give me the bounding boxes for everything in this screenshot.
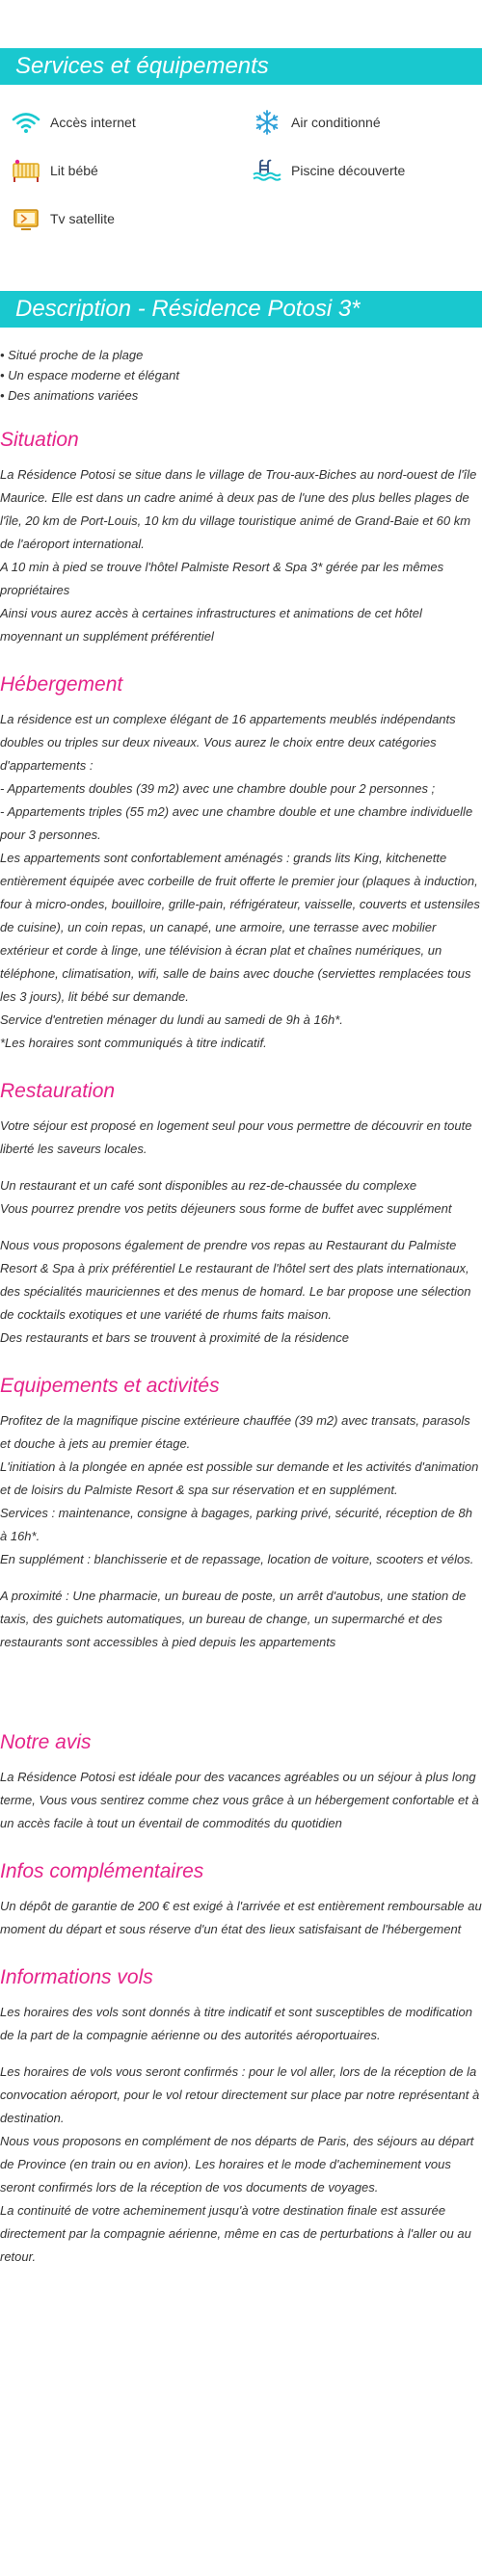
- section-paragraph: *Les horaires sont communiqués à titre indicatif.: [0, 1036, 267, 1050]
- section-paragraph: La résidence est un complexe élégant de 16 appartements meublés indépendants doubles ou triples sur deux niveaux. Vous aurez le choix entre deux catégories d'appartements :: [0, 712, 456, 773]
- service-label: Piscine découverte: [291, 163, 406, 178]
- service-item-tv: [0, 205, 241, 232]
- section-situation: [0, 427, 482, 648]
- service-item-crib: [0, 157, 241, 184]
- section-paragraph: Votre séjour est proposé en logement seul pour vous permettre de découvrir en toute liberté les saveurs locales.: [0, 1118, 472, 1156]
- service-item-aircon: [241, 109, 482, 136]
- services-row: [0, 146, 482, 195]
- section-paragraph: Profitez de la magnifique piscine extérieure chauffée (39 m2) avec transats, parasols et douche à jets au premier étage.: [0, 1413, 470, 1451]
- section-body: [0, 1409, 482, 1654]
- section-notre-avis: [0, 1729, 482, 1835]
- section-paragraph: Les horaires des vols sont donnés à titre indicatif et sont susceptibles de modification de la part de la compagnie aérienne ou des autorités aéroportuaires.: [0, 2005, 472, 2042]
- section-body: [0, 1895, 482, 1941]
- section-paragraph: - Appartements doubles (39 m2) avec une chambre double pour 2 personnes ;: [0, 781, 436, 796]
- section-paragraph: Des restaurants et bars se trouvent à proximité de la résidence: [0, 1330, 350, 1345]
- section-paragraph: A proximité : Une pharmacie, un bureau de poste, un arrêt d'autobus, une station de taxis, des guichets automatiques, un bureau de change, un supermarché et des restaurants sont accessibles à pied depuis les appartements: [0, 1589, 467, 1649]
- section-paragraph: A 10 min à pied se trouve l'hôtel Palmiste Resort & Spa 3* gérée par les mêmes propriétaires: [0, 560, 444, 597]
- section-paragraph: Nous vous proposons en complément de nos départs de Paris, des séjours au départ de Province (en train ou en avion). Les horaires et le mode d'acheminement vous seront confirmés lors de la réception de vos documents de voyages.: [0, 2134, 474, 2195]
- section-paragraph: Un restaurant et un café sont disponibles au rez-de-chaussée du complexe: [0, 1178, 417, 1193]
- section-title: Equipements et activités: [0, 1375, 220, 1397]
- service-item-internet: [0, 109, 241, 136]
- section-paragraph: La continuité de votre acheminement jusqu'à votre destination finale est assurée directement par la compagnie aérienne, même en cas de perturbations à l'aller ou au retour.: [0, 2203, 471, 2264]
- crib-icon: [10, 157, 42, 184]
- section-paragraph: La Résidence Potosi est idéale pour des vacances agréables ou un séjour à plus long terme, Vous vous sentirez comme chez vous grâce à un hébergement confortable et à un accès facile à tout un éventail de commodités du quotidien: [0, 1770, 479, 1830]
- service-label: Air conditionné: [291, 115, 381, 130]
- section-hébergement: [0, 671, 482, 1055]
- sections: [0, 427, 482, 2269]
- section-body: [0, 1766, 482, 1835]
- section-restauration: [0, 1078, 482, 1350]
- services-list: [0, 85, 482, 243]
- section-title: Infos complémentaires: [0, 1860, 204, 1882]
- services-row: [0, 98, 482, 146]
- service-label: Lit bébé: [50, 163, 98, 178]
- section-infos-complémentaires: [0, 1858, 482, 1941]
- section-paragraph: Les horaires de vols vous seront confirmés : pour le vol aller, lors de la réception de la convocation aéroport, pour le vol retour directement sur place par notre représentant à destination.: [0, 2064, 480, 2125]
- section-paragraph: Services : maintenance, consigne à bagages, parking privé, sécurité, réception de 8h à 16h*.: [0, 1506, 472, 1543]
- section-body: [0, 1115, 482, 1350]
- section-body: [0, 708, 482, 1055]
- services-banner: Services et équipements: [0, 48, 482, 85]
- section-informations-vols: [0, 1964, 482, 2269]
- description-bullets: [0, 328, 482, 406]
- page: [0, 48, 482, 2269]
- section-paragraph: Nous vous proposons également de prendre vos repas au Restaurant du Palmiste Resort & Spa à prix préférentiel Le restaurant de l'hôtel sert des plats internationaux, des spécialités mauriciennes et des menus de homard. Le bar propose une sélection de cocktails exotiques et une variété de rhums faits maison.: [0, 1238, 471, 1322]
- section-paragraph: L'initiation à la plongée en apnée est possible sur demande et les activités d'animation et de loisirs du Palmiste Resort & spa sur réservation et en supplément.: [0, 1459, 479, 1497]
- section-paragraph: Les appartements sont confortablement aménagés : grands lits King, kitchenette entièrement équipée avec corbeille de fruit offerte le premier jour (plaques à induction, four à micro-ondes, bouilloire, grille-pain, réfrigérateur, vaisselle, couverts et ustensiles de cuisine), un coin repas, un canapé, une armoire, une terrasse avec mobilier extérieur et corde à linge, une télévision à écran plat et chaînes numériques, un téléphone, climatisation, wifi, salle de bains avec douche (serviettes remplacées tous les 3 jours), lit bébé sur demande.: [0, 851, 480, 1004]
- section-title: Informations vols: [0, 1966, 153, 1988]
- tv-icon: [10, 205, 42, 232]
- wifi-icon: [10, 109, 42, 136]
- section-paragraph: Un dépôt de garantie de 200 € est exigé à l'arrivée et est entièrement remboursable au moment du départ et sous réserve d'un état des lieux satisfaisant de l'hébergement: [0, 1899, 482, 1936]
- section-paragraph: Service d'entretien ménager du lundi au samedi de 9h à 16h*.: [0, 1012, 343, 1027]
- bullet-item: • Situé proche de la plage: [0, 348, 144, 362]
- section-title: Restauration: [0, 1080, 116, 1102]
- snowflake-icon: [251, 109, 283, 136]
- section-paragraph: - Appartements triples (55 m2) avec une chambre double et une chambre individuelle pour 3 personnes.: [0, 804, 473, 842]
- service-item-pool: [241, 157, 482, 184]
- service-label: Tv satellite: [50, 211, 115, 226]
- section-paragraph: Vous pourrez prendre vos petits déjeuners sous forme de buffet avec supplément: [0, 1201, 452, 1216]
- pool-icon: [251, 157, 283, 184]
- services-row: [0, 195, 482, 243]
- service-label: Accès internet: [50, 115, 136, 130]
- section-paragraph: Ainsi vous aurez accès à certaines infrastructures et animations de cet hôtel moyennant un supplément préférentiel: [0, 606, 422, 644]
- bullet-item: • Des animations variées: [0, 388, 139, 403]
- section-paragraph: En supplément : blanchisserie et de repassage, location de voiture, scooters et vélos.: [0, 1552, 474, 1566]
- section-body: [0, 2001, 482, 2269]
- section-equipements-et-activités: [0, 1373, 482, 1654]
- section-body: [0, 463, 482, 648]
- section-title: Situation: [0, 429, 79, 451]
- bullet-item: • Un espace moderne et élégant: [0, 368, 179, 382]
- description-banner: Description - Résidence Potosi 3*: [0, 291, 482, 328]
- section-title: Hébergement: [0, 673, 123, 696]
- section-paragraph: La Résidence Potosi se situe dans le village de Trou-aux-Biches au nord-ouest de l'île Maurice. Elle est dans un cadre animé à deux pas de l'une des plus belles plages de l'île, 20 km de Port-Louis, 10 km du village touristique animé de Grand-Baie et 60 km de l'aéroport international.: [0, 467, 477, 551]
- section-title: Notre avis: [0, 1731, 92, 1753]
